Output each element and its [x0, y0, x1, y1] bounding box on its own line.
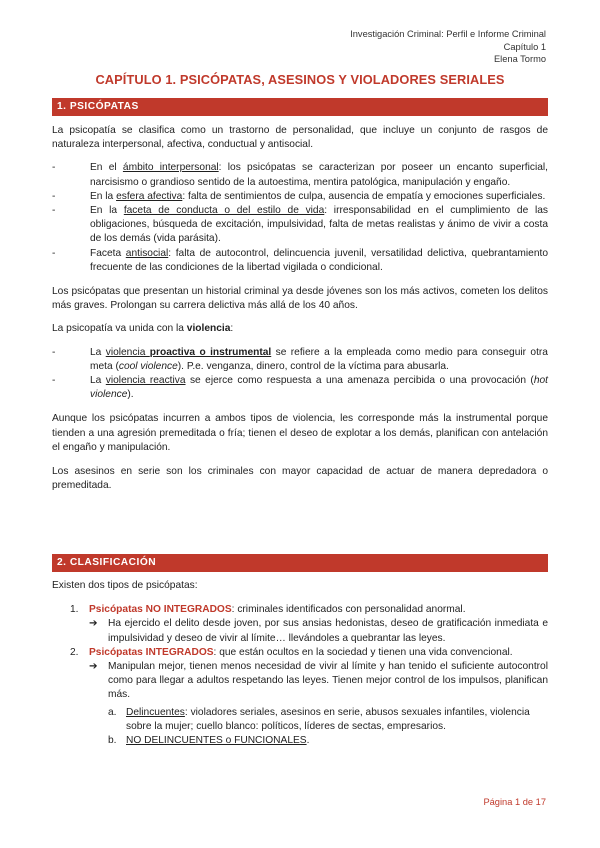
page-number: Página 1 de 17 [483, 797, 546, 807]
instrumental-violence-paragraph: Aunque los psicópatas incurren a ambos tipos de violencia, les corresponde más la instrumental porque tienden a una agresión premeditada o fría; tienen el deseo de explotar a los demás, planifican con antelación el engaño y manipulación. [52, 413, 548, 453]
list-item: 2. Psicópatas INTEGRADOS: que están ocultos en la sociedad y tienen una vida convencional. ➔ Manipulan mejor, tienen menos necesidad de vivir al límite y han tenido el suficiente autocontrol como para llegar a adultos respetando las leyes. Tienen mejor control de los impulsos, planifican más. a. Delincuentes: violadores seriales, asesinos en serie, abusos sexuales infantiles, violencia sobre la mujer; cuello blanco: políticos, líderes de sectas, empresarios. b. NO DELINCUENTES o FUNCIONALES. [52, 646, 548, 748]
header-chapter: Capítulo 1 [503, 41, 546, 52]
list-item: - La violencia proactiva o instrumental se refiere a la empleada como medio para conseguir otra meta (cool violence). P.e. venganza, dinero, control de la víctima para abusarla. [52, 346, 548, 372]
list-item: - La violencia reactiva se ejerce como respuesta a una amenaza percibida o una provocación (hot violence). [52, 375, 548, 401]
list-item: - Faceta antisocial: falta de autocontrol, delincuencia juvenil, versatilidad delictiva, quebrantamiento frecuente de las condiciones de la libertad vigilada o condicional. [52, 247, 548, 273]
header-author: Elena Tormo [493, 54, 546, 64]
list-item: 1. Psicópatas NO INTEGRADOS: criminales identificados con personalidad anormal. ➔ Ha ejercido el delito desde joven, por sus ansias hedonistas, deseo de gratificación inmediata e impulsividad y deseo de vivir al límite… llevándoles a quebrantar las leyes. [52, 603, 548, 646]
section2-content [52, 579, 548, 748]
arrow-right-icon: ➔ [89, 661, 98, 673]
list-item: b. NO DELINCUENTES o FUNCIONALES. [108, 735, 310, 747]
integrated-subtypes-list [89, 706, 548, 749]
header-document-title: Investigación Criminal: Perfil e Informe Criminal [350, 29, 546, 39]
criminal-history-paragraph: Los psicópatas que presentan un historial criminal ya desde jóvenes son los más activos, cometen los delitos más graves. Prolongan su carrera delictiva más allá de los 40 años. [52, 286, 548, 312]
section-heading-clasificacion: 2. CLASIFICACIÓN [52, 554, 548, 572]
section-heading-psicopatas: 1. PSICÓPATAS [52, 98, 548, 116]
list-item: - En la esfera afectiva: falta de sentimientos de culpa, ausencia de empatía y emociones superficiales. [52, 190, 546, 202]
detail-row: ➔ Ha ejercido el delito desde joven, por sus ansias hedonistas, deseo de gratificación inmediata e impulsividad y deseo de vivir al límite… llevándoles a quebrantar las leyes. [89, 618, 548, 644]
section1-content [52, 124, 548, 493]
serial-killers-paragraph: Los asesinos en serie son los criminales con mayor capacidad de actuar de manera depredadora o premeditada. [52, 466, 548, 492]
section2-intro: Existen dos tipos de psicópatas: [52, 580, 198, 591]
chapter-title: CAPÍTULO 1. PSICÓPATAS, ASESINOS Y VIOLADORES SERIALES [95, 72, 505, 87]
psychopath-types-list [52, 603, 548, 748]
violence-list [52, 346, 548, 403]
section1-intro: La psicopatía se clasifica como un trastorno de personalidad, que incluye un conjunto de rasgos de naturaleza interpersonal, afectiva, conductual y antisocial. [52, 125, 548, 151]
list-item: - En la faceta de conducta o del estilo de vida: irresponsabilidad en el cumplimiento de las obligaciones, búsqueda de excitación, impulsividad, falta de metas realistas y ánimo de vivir a costa de los demás (vida parásita). [52, 205, 548, 245]
arrow-right-icon: ➔ [89, 618, 98, 630]
detail-row: ➔ Manipulan mejor, tienen menos necesidad de vivir al límite y han tenido el suficiente autocontrol como para llegar a adultos respetando las leyes. Tienen mejor control de los impulsos, planifican más. [89, 661, 548, 701]
list-item: a. Delincuentes: violadores seriales, asesinos en serie, abusos sexuales infantiles, violencia sobre la mujer; cuello blanco: políticos, líderes de sectas, empresarios. [108, 706, 530, 732]
violence-intro: La psicopatía va unida con la violencia: [52, 323, 234, 335]
traits-list [52, 161, 548, 275]
list-item: - En el ámbito interpersonal: los psicópatas se caracterizan por poseer un encanto superficial, narcisismo o grandioso sentido de la autoestima, mentira patológica, manipulación y engaño. [52, 162, 548, 188]
page-header [350, 28, 546, 66]
